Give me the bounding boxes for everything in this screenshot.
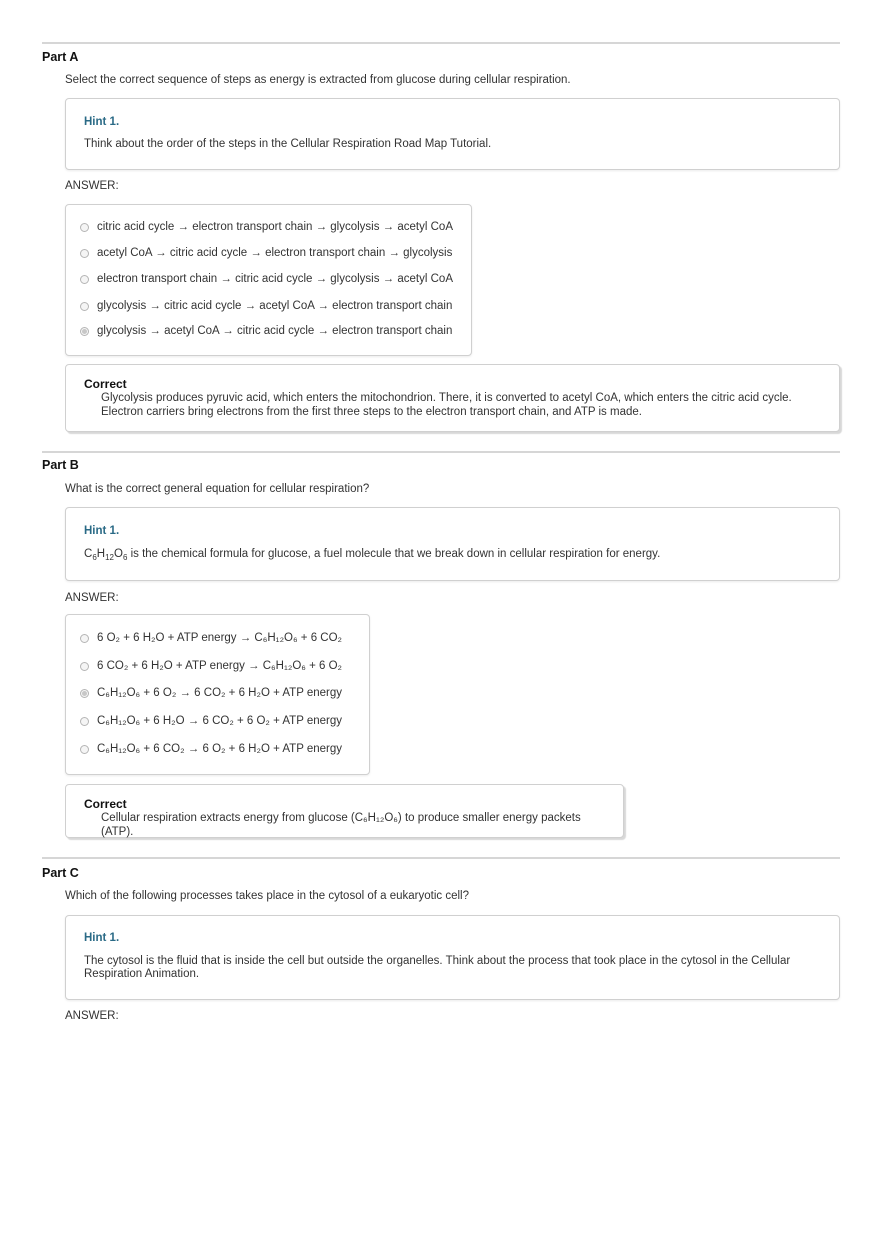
part-b-option[interactable] bbox=[80, 741, 342, 757]
radio-button-selected[interactable] bbox=[80, 327, 89, 336]
part-a-hint-box[interactable] bbox=[65, 98, 840, 170]
option-label: C₆H₁₂O₆ + 6 O₂ → 6 CO₂ + 6 H₂O + ATP energy bbox=[97, 687, 343, 699]
part-a-question: Select the correct sequence of steps as energy is extracted from glucose during cellular respiration. bbox=[65, 74, 571, 86]
part-b-title: Part B bbox=[42, 458, 79, 472]
part-a-answer-label: ANSWER: bbox=[65, 180, 119, 192]
radio-button[interactable] bbox=[80, 249, 89, 258]
option-label: glycolysis → citric acid cycle → acetyl CoA → electron transport chain bbox=[97, 300, 453, 312]
option-label: acetyl CoA → citric acid cycle → electron transport chain → glycolysis bbox=[97, 247, 453, 259]
glucose-formula: $C_6H_{12}O_6$ bbox=[84, 548, 128, 562]
part-b-option[interactable] bbox=[80, 630, 342, 646]
part-c-divider bbox=[42, 857, 840, 859]
part-a-option[interactable] bbox=[80, 219, 453, 235]
option-label: 6 O₂ + 6 H₂O + ATP energy → C₆H₁₂O₆ + 6 CO₂ bbox=[97, 632, 343, 644]
option-label: C₆H₁₂O₆ + 6 CO₂ → 6 O₂ + 6 H₂O + ATP energy bbox=[97, 743, 343, 755]
part-b-divider bbox=[42, 451, 840, 453]
part-a-answer-box bbox=[65, 204, 472, 356]
part-a-correct-title: Correct bbox=[84, 377, 127, 391]
radio-button[interactable] bbox=[80, 717, 89, 726]
part-b-correct-title: Correct bbox=[84, 797, 127, 811]
option-label: citric acid cycle → electron transport chain → glycolysis → acetyl CoA bbox=[97, 221, 453, 233]
radio-button[interactable] bbox=[80, 275, 89, 284]
part-a-option-selected[interactable] bbox=[80, 323, 452, 339]
radio-button[interactable] bbox=[80, 662, 89, 671]
part-c-question: Which of the following processes takes place in the cytosol of a eukaryotic cell? bbox=[65, 890, 469, 902]
part-b-answer-box bbox=[65, 614, 370, 775]
part-b-answer-label: ANSWER: bbox=[65, 592, 119, 604]
part-a-title: Part A bbox=[42, 50, 79, 64]
part-b-option[interactable] bbox=[80, 658, 342, 674]
part-b-hint-text: $C_6H_{12}O_6$ is the chemical formula for glucose, a fuel molecule that we break down in cellular respiration for energy. bbox=[84, 548, 661, 562]
option-label: glycolysis → acetyl CoA → citric acid cycle → electron transport chain bbox=[97, 325, 453, 337]
radio-button[interactable] bbox=[80, 745, 89, 754]
part-a-hint-text: Think about the order of the steps in the Cellular Respiration Road Map Tutorial. bbox=[84, 138, 492, 150]
part-b-option-selected[interactable] bbox=[80, 685, 342, 701]
radio-button[interactable] bbox=[80, 302, 89, 311]
radio-button-selected[interactable] bbox=[80, 689, 89, 698]
option-label: C₆H₁₂O₆ + 6 H₂O → 6 CO₂ + 6 O₂ + ATP energy bbox=[97, 715, 343, 727]
part-b-feedback-box bbox=[65, 784, 624, 838]
part-a-feedback-box bbox=[65, 364, 840, 432]
part-a-option[interactable] bbox=[80, 271, 453, 287]
part-a-correct-text: Glycolysis produces pyruvic acid, which enters the mitochondrion. There, it is converted to acetyl CoA, which enters the citric acid cycle. Electron carriers bring electrons from the first three steps to the electron transport chain, and ATP is made. bbox=[101, 392, 792, 418]
part-c-title: Part C bbox=[42, 866, 79, 880]
part-c-hint-text: The cytosol is the fluid that is inside the cell but outside the organelles. Think about the process that took place in the cytosol in the Cellular Respiration Animation. bbox=[84, 955, 791, 980]
option-label: 6 CO₂ + 6 H₂O + ATP energy → C₆H₁₂O₆ + 6 O₂ bbox=[97, 660, 343, 672]
part-b-hint-box[interactable] bbox=[65, 507, 840, 581]
option-label: electron transport chain → citric acid cycle → glycolysis → acetyl CoA bbox=[97, 273, 453, 285]
radio-button[interactable] bbox=[80, 634, 89, 643]
part-c-answer-label: ANSWER: bbox=[65, 1010, 119, 1022]
part-c-hint-title[interactable]: Hint 1. bbox=[84, 932, 120, 944]
part-b-option[interactable] bbox=[80, 713, 342, 729]
part-a-option[interactable] bbox=[80, 298, 452, 314]
part-c-hint-box[interactable] bbox=[65, 915, 840, 1000]
part-b-question: What is the correct general equation for cellular respiration? bbox=[65, 483, 370, 495]
part-a-option[interactable] bbox=[80, 245, 452, 261]
part-b-correct-text: Cellular respiration extracts energy from glucose (C₆H₁₂O₆) to produce smaller energy packets (ATP). bbox=[101, 812, 581, 838]
part-a-divider bbox=[42, 42, 840, 44]
part-b-hint-title[interactable]: Hint 1. bbox=[84, 525, 120, 537]
radio-button[interactable] bbox=[80, 223, 89, 232]
part-a-hint-title[interactable]: Hint 1. bbox=[84, 116, 120, 128]
